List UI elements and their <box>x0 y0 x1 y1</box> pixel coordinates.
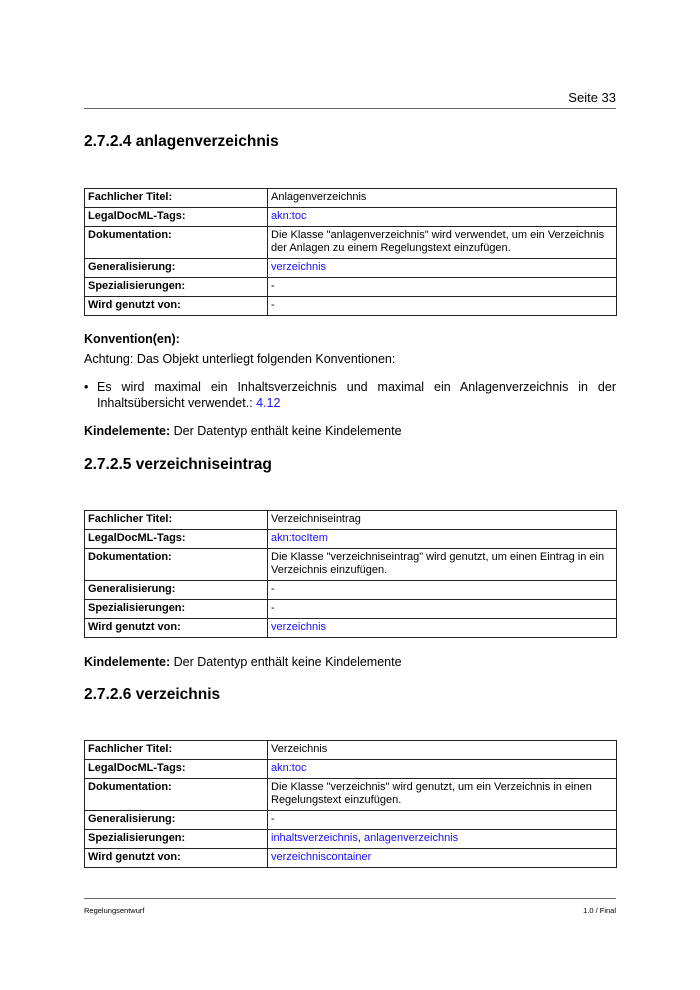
table-row <box>85 511 617 530</box>
row-value <box>268 849 617 868</box>
table-row <box>85 830 617 849</box>
row-label: LegalDocML-Tags: <box>85 208 268 227</box>
specialization-link-anlagenverzeichnis[interactable]: anlagenverzeichnis <box>363 832 459 844</box>
row-value: Die Klasse "anlagenverzeichnis" wird verwendet, um ein Verzeichnis der Anlagen zu einem Regelungstext einzufügen. <box>268 227 617 259</box>
row-value: - <box>268 811 617 830</box>
table-row <box>85 600 617 619</box>
table-row <box>85 619 617 638</box>
verzeichnis-property-table <box>84 740 617 868</box>
children-label: Kindelemente: <box>84 655 171 669</box>
row-value: - <box>268 581 617 600</box>
section-heading-verzeichniseintrag: 2.7.2.5 verzeichniseintrag <box>84 456 272 473</box>
row-label: Fachlicher Titel: <box>85 511 268 530</box>
table-row <box>85 297 617 316</box>
children-info <box>84 423 616 439</box>
footer-version: 1.0 / Final <box>583 906 616 915</box>
row-label: Spezialisierungen: <box>85 278 268 297</box>
table-row <box>85 811 617 830</box>
convention-title: Konvention(en): <box>84 332 180 346</box>
convention-ref-link[interactable]: 4.12 <box>256 396 281 410</box>
table-row <box>85 259 617 278</box>
tag-link-akn-toc[interactable]: akn:toc <box>271 762 307 774</box>
table-row <box>85 741 617 760</box>
row-value: - <box>268 600 617 619</box>
used-by-link-verzeichniscontainer[interactable]: verzeichniscontainer <box>271 851 372 863</box>
table-row <box>85 779 617 811</box>
children-info <box>84 654 616 670</box>
table-row <box>85 760 617 779</box>
convention-bullet <box>84 379 616 411</box>
row-label: Wird genutzt von: <box>85 849 268 868</box>
section-heading-anlagenverzeichnis: 2.7.2.4 anlagenverzeichnis <box>84 133 279 150</box>
link-separator: , <box>357 832 364 844</box>
bullet-text: Es wird maximal ein Inhaltsverzeichnis und maximal ein Anlagenverzeichnis in der Inhaltsübersicht verwendet.: <box>97 380 616 410</box>
row-label: Wird genutzt von: <box>85 297 268 316</box>
generalization-link-verzeichnis[interactable]: verzeichnis <box>271 261 327 273</box>
row-label: Wird genutzt von: <box>85 619 268 638</box>
row-label: Spezialisierungen: <box>85 600 268 619</box>
row-value <box>268 760 617 779</box>
table-row <box>85 208 617 227</box>
row-value: Verzeichnis <box>268 741 617 760</box>
footer-document-type: Regelungsentwurf <box>84 906 145 915</box>
header-divider <box>84 108 616 109</box>
row-label: Generalisierung: <box>85 259 268 278</box>
table-row <box>85 849 617 868</box>
table-row <box>85 278 617 297</box>
verzeichniseintrag-property-table <box>84 510 617 638</box>
row-value: Die Klasse "verzeichnis" wird genutzt, um ein Verzeichnis in einen Regelungstext einzufügen. <box>268 779 617 811</box>
row-label: Generalisierung: <box>85 811 268 830</box>
row-value <box>268 208 617 227</box>
specialization-link-inhaltsverzeichnis[interactable]: inhaltsverzeichnis <box>271 832 358 844</box>
tag-link-akn-toc[interactable]: akn:toc <box>271 210 307 222</box>
tag-link-akn-tocitem[interactable]: akn:tocItem <box>271 532 328 544</box>
convention-intro: Achtung: Das Objekt unterliegt folgenden Konventionen: <box>84 352 396 366</box>
row-value <box>268 830 617 849</box>
row-label: LegalDocML-Tags: <box>85 530 268 549</box>
row-label: Dokumentation: <box>85 227 268 259</box>
row-label: LegalDocML-Tags: <box>85 760 268 779</box>
row-label: Fachlicher Titel: <box>85 741 268 760</box>
used-by-link-verzeichnis[interactable]: verzeichnis <box>271 621 327 633</box>
row-value: - <box>268 278 617 297</box>
bullet-icon: • <box>84 380 89 394</box>
row-label: Generalisierung: <box>85 581 268 600</box>
children-label: Kindelemente: <box>84 424 171 438</box>
row-value: Verzeichniseintrag <box>268 511 617 530</box>
row-label: Dokumentation: <box>85 779 268 811</box>
children-text: Der Datentyp enthält keine Kindelemente <box>173 655 402 669</box>
row-value: Anlagenverzeichnis <box>268 189 617 208</box>
row-value: Die Klasse "verzeichniseintrag" wird genutzt, um einen Eintrag in ein Verzeichnis einzufügen. <box>268 549 617 581</box>
row-label: Dokumentation: <box>85 549 268 581</box>
row-label: Fachlicher Titel: <box>85 189 268 208</box>
section-heading-verzeichnis: 2.7.2.6 verzeichnis <box>84 686 221 703</box>
table-row <box>85 189 617 208</box>
table-row <box>85 581 617 600</box>
table-row <box>85 530 617 549</box>
page-number: Seite 33 <box>568 90 616 105</box>
anlagenverzeichnis-property-table <box>84 188 617 316</box>
row-value <box>268 619 617 638</box>
footer-divider <box>84 898 616 899</box>
convention-bullet-text <box>97 379 616 411</box>
row-value <box>268 530 617 549</box>
table-row <box>85 227 617 259</box>
row-value <box>268 259 617 278</box>
children-text: Der Datentyp enthält keine Kindelemente <box>173 424 402 438</box>
row-value: - <box>268 297 617 316</box>
table-row <box>85 549 617 581</box>
row-label: Spezialisierungen: <box>85 830 268 849</box>
